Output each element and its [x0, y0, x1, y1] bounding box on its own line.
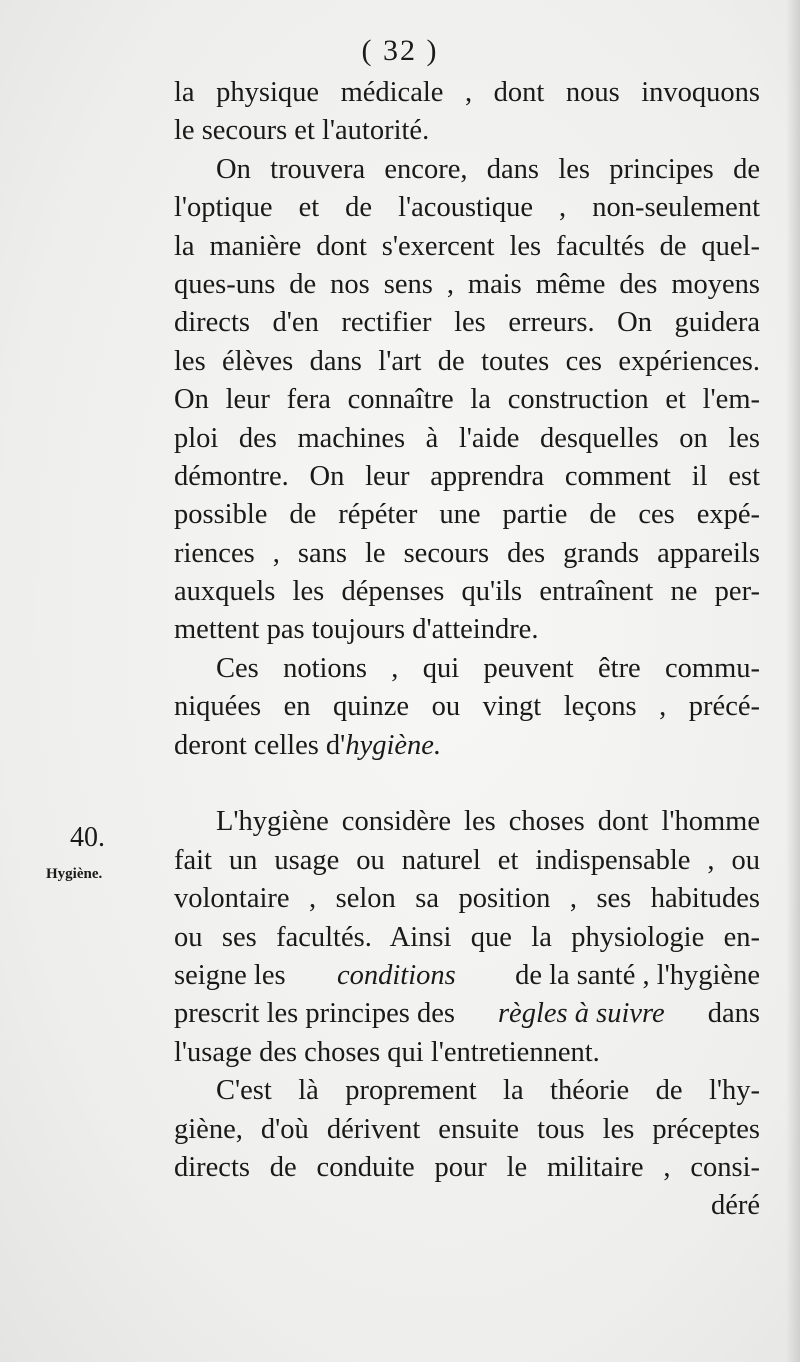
text-line: ques-uns de nos sens , mais même des moyens: [174, 268, 760, 300]
page-edge-shadow: [786, 0, 800, 1362]
paragraph-gap: [174, 765, 760, 803]
text-fragment: prescrit les principes des: [174, 998, 455, 1030]
margin-section-number: 40.: [70, 822, 105, 853]
text-line: le secours et l'autorité.: [174, 115, 430, 147]
text-line: riences , sans le secours des grands appareils: [174, 537, 760, 569]
text-line: ploi des machines à l'aide desquelles on les: [174, 422, 760, 454]
text-line: Ces notions , qui peuvent être commu-: [216, 652, 760, 684]
text-fragment: de la santé , l'hygiène: [515, 959, 760, 991]
text-line: giène, d'où dérivent ensuite tous les préceptes: [174, 1113, 760, 1145]
text-line: l'optique et de l'acoustique , non-seulement: [174, 192, 760, 224]
text-line: On trouvera encore, dans les principes de: [216, 153, 760, 185]
text-line: volontaire , selon sa position , ses habitudes: [174, 883, 760, 915]
body-text: [174, 74, 760, 1226]
text-line: les élèves dans l'art de toutes ces expériences.: [174, 345, 760, 377]
text-line: démontre. On leur apprendra comment il est: [174, 460, 760, 492]
text-line: C'est là proprement la théorie de l'hy-: [216, 1075, 760, 1107]
text-line: niquées en quinze ou vingt leçons , précé-: [174, 691, 760, 723]
text-line: possible de répéter une partie de ces expé-: [174, 499, 760, 531]
text-line: l'usage des choses qui l'entretiennent.: [174, 1036, 600, 1068]
text-line: la physique médicale , dont nous invoquons: [174, 77, 760, 108]
text-line: auxquels les dépenses qu'ils entraînent ne per-: [174, 576, 760, 608]
text-line: directs de conduite pour le militaire , consi-: [174, 1151, 760, 1183]
page-number: ( 32 ): [361, 34, 439, 67]
text-fragment: seigne les: [174, 959, 286, 991]
text-fragment: dans: [707, 998, 760, 1030]
catchword: déré: [710, 1190, 760, 1222]
italic-term-regles: règles à suivre: [497, 998, 665, 1030]
text-line: [174, 995, 760, 1033]
text-line: mettent pas toujours d'atteindre.: [174, 614, 539, 646]
italic-term-hygiene: hygiène.: [345, 729, 442, 761]
text-line: [174, 727, 760, 765]
text-line: la manière dont s'exercent les facultés de quel-: [174, 230, 760, 262]
italic-term-conditions: conditions: [336, 959, 456, 991]
text-line: L'hygiène considère les choses dont l'homme: [216, 806, 760, 838]
text-line: fait un usage ou naturel et indispensable , ou: [174, 844, 760, 876]
text-line: On leur fera connaître la construction et l'em-: [174, 384, 760, 416]
text-line: ou ses facultés. Ainsi que la physiologie en-: [174, 921, 760, 953]
text-line: [174, 957, 760, 995]
text-fragment: deront celles d': [174, 729, 346, 761]
text-line: directs d'en rectifier les erreurs. On guidera: [174, 307, 760, 339]
margin-section-label: Hygiène.: [46, 866, 103, 882]
